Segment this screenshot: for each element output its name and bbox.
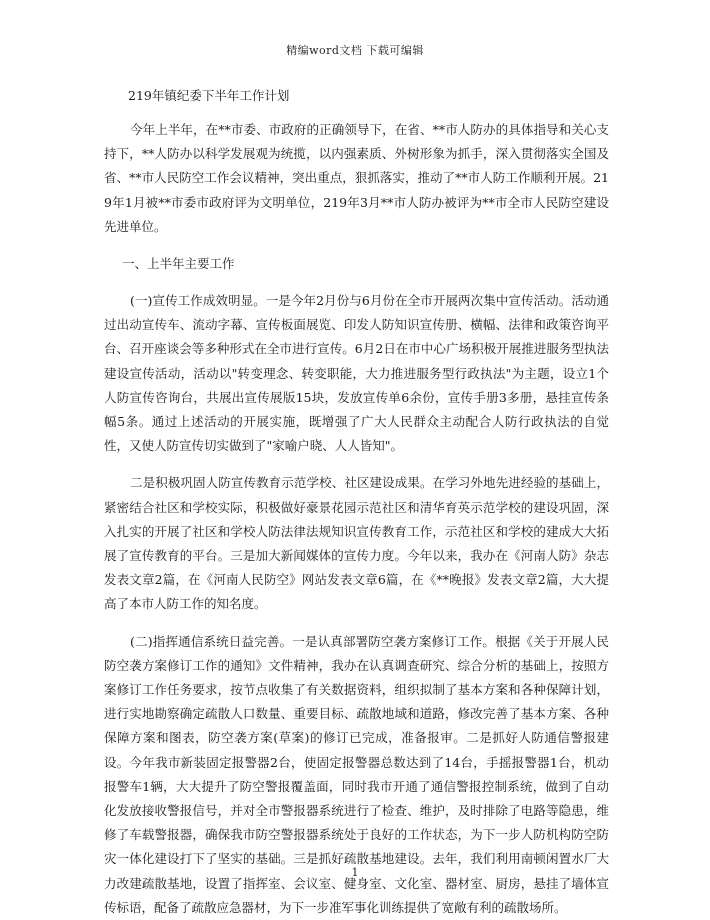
document-body <box>104 84 609 920</box>
page-header: 精编word文档 下载可编辑 <box>286 44 424 57</box>
section-heading: 一、上半年主要工作 <box>122 256 235 272</box>
communication-paragraph: (二)指挥通信系统日益完善。一是认真部署防空袭方案修订工作。根据《关于开展人民防空袭方案修订工作的通知》文件精神，我办在认真调查研究、综合分析的基础上，按照方案修订工作任务要求，按节点收集了有关数据资料，组织拟制了基本方案和各种保障计划，进行实地勘察确定疏散人口数量、重要目标、疏散地域和道路，修改完善了基本方案、各种保障方案和图表，防空袭方案(草案)的修订已完成，准备报审。二是抓好人防通信警报建设。今年我市新装固定报警器2台，使固定报警器总数达到了14台，手摇报警器1台，机动报警车1辆，大大提升了防空警报覆盖面，同时我市开通了通信警报控制系统，做到了自动化发放接收警报信号，并对全市警报器系统进行了检查、维护，及时排除了电路等隐患，维修了车载警报器，确保我市防空警报器系统处于良好的工作状态，为下一步人防机构防空防灾一体化建设打下了坚实的基础。三是抓好疏散基地建设。去年，我们利用南顿闲置水厂大力改建疏散基地，设置了指挥室、会议室、健身室、文化室、器材室、厨房，悬挂了墙体宣传标语，配备了疏散应急器材，为下一步准军事化训练提供了宽敞有利的疏散场所。 <box>104 633 609 915</box>
document-title: 219年镇纪委下半年工作计划 <box>128 88 290 103</box>
publicity-paragraph: (一)宣传工作成效明显。一是今年2月份与6月份在全市开展两次集中宣传活动。活动通过出动宣传车、流动字幕、宣传板面展览、印发人防知识宣传册、横幅、法律和政策咨询平台、召开座谈会等多种形式在全市进行宣传。6月2日在市中心广场积极开展推进服务型执法建设宣传活动，活动以"转变理念、转变职能，大力推进服务型行政执法"为主题，设立1个人防宣传咨询台，共展出宣传展版15块，发放宣传单6余份，宣传手册3多册，悬挂宣传条幅5条。通过上述活动的开展实施，既增强了广大人民群众主动配合人防行政执法的自觉性，又使人防宣传切实做到了"家喻户晓、人人皆知"。 <box>104 293 609 454</box>
education-paragraph: 二是积极巩固人防宣传教育示范学校、社区建设成果。在学习外地先进经验的基础上，紧密结合社区和学校实际，积极做好豪景花园示范社区和清华育英示范学校的建设巩固，深入扎实的开展了社区和学校人防法律法规知识宣传教育工作，示范社区和学校的建成大大拓展了宣传教育的平台。三是加大新闻媒体的宣传力度。今年以来，我办在《河南人防》杂志发表文章2篇，在《河南人民防空》网站发表文章6篇，在《**晚报》发表文章2篇，大大提高了本市人防工作的知名度。 <box>104 475 609 612</box>
intro-paragraph: 今年上半年，在**市委、市政府的正确领导下，在省、**市人防办的具体指导和关心支持下，**人防办以科学发展观为统揽，以内强素质、外树形象为抓手，深入贯彻落实全国及省、**市人民防空工作会议精神，突出重点，狠抓落实，推动了**市人防工作顺利开展。219年1月被**市委市政府评为文明单位，219年3月**市人防办被评为**市全市人民防空建设先进单位。 <box>104 122 609 234</box>
page-number: 1 <box>351 866 359 879</box>
